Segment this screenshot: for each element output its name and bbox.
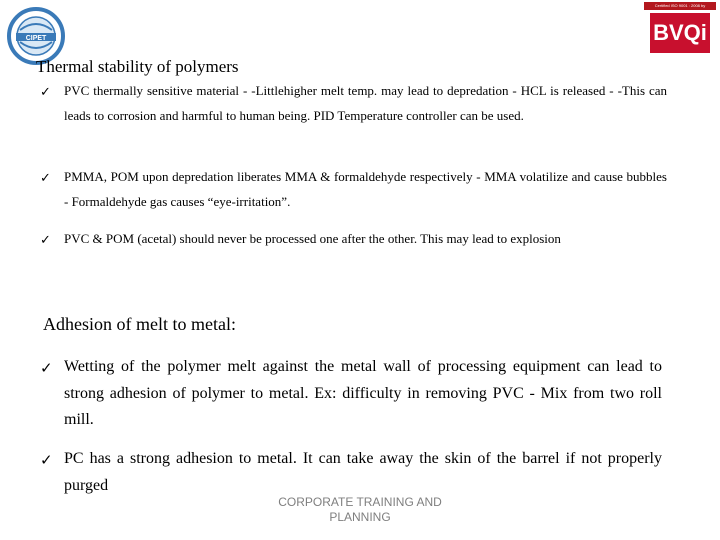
bullet-item <box>40 165 667 214</box>
bullet-text: Wetting of the polymer melt against the metal wall of processing equipment can lead to strong adhesion of polymer to metal. Ex: difficulty in removing PVC - Mix from two roll mill. <box>64 358 662 428</box>
checkmark-icon: ✓ <box>40 359 53 377</box>
bullet-item <box>40 354 662 434</box>
footer-line: PLANNING <box>329 510 391 524</box>
footer <box>270 495 450 525</box>
bullet-item <box>40 79 667 128</box>
bvqi-brand-text: BVQi <box>650 13 710 53</box>
bvqi-certification-logo <box>644 0 716 56</box>
bullet-item <box>40 446 662 499</box>
checkmark-icon: ✓ <box>40 171 51 186</box>
checkmark-icon: ✓ <box>40 233 51 248</box>
bullet-text: PMMA, POM upon depredation liberates MMA & formaldehyde respectively - MMA volatilize and cause bubbles - Formaldehyde gas causes “eye-irritation”. <box>64 169 667 209</box>
checkmark-icon: ✓ <box>40 85 51 100</box>
footer-line: CORPORATE TRAINING AND <box>278 495 442 509</box>
checkmark-icon: ✓ <box>40 451 53 469</box>
section-heading-thermal-stability: Thermal stability of polymers <box>36 57 239 76</box>
bullet-text: PVC & POM (acetal) should never be processed one after the other. This may lead to explosion <box>64 231 561 246</box>
bullet-text: PC has a strong adhesion to metal. It can take away the skin of the barrel if not properly purged <box>64 450 662 494</box>
bullet-text: PVC thermally sensitive material - -Littlehigher melt temp. may lead to depredation - HCL is released - -This can leads to corrosion and harmful to human being. PID Temperature controller can be used. <box>64 83 667 123</box>
bullet-item <box>40 227 667 252</box>
certification-text: Certified ISO 9001 : 2008 by <box>644 2 716 10</box>
section-heading-adhesion: Adhesion of melt to metal: <box>43 314 236 334</box>
cipet-logo-text: CIPET <box>25 35 47 42</box>
